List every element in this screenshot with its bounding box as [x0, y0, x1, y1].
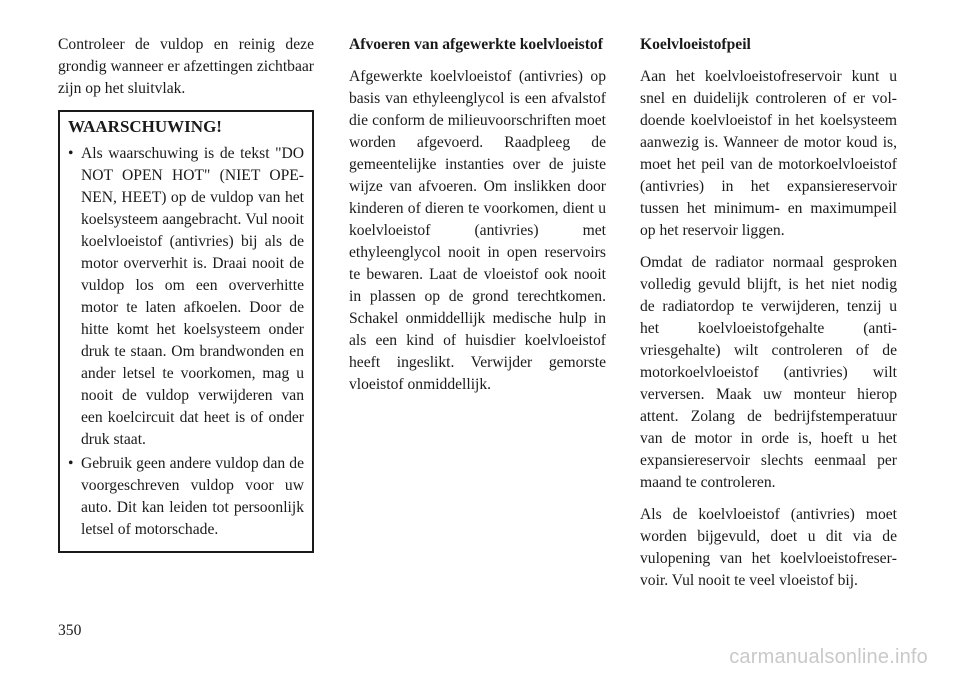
page-number: 350 [58, 622, 82, 639]
coolant-paragraph: Omdat de radiator normaal gesproken volledig gevuld blijft, is het niet nodig de radiatordop te verwijderen, tenzij u het koelvloeistofgehalte (antivriesgehalte) wilt controleren of de motorkoelvloeistof (antivries) wilt verversen. Maak uw monteur hierop attent. Zolang de bedrijfstemperatuur van de motor in orde is, hoeft u het expansiereservoir slechts eenmaal per maand te controleren. [640, 254, 897, 491]
coolant-paragraph: Als de koelvloeistof (antivries) moet worden bijgevuld, doet u dit via de vulopening van het koelvloeistofreservoir. Vul nooit te veel vloeistof bij. [640, 506, 897, 589]
watermark: carmanualsonline.info [729, 646, 928, 668]
intro-paragraph: Controleer de vuldop en reinig deze grondig wanneer er afzettingen zichtbaar zijn op het sluitvlak. [58, 36, 314, 97]
warning-item-text: Gebruik geen andere vuldop dan de voorgeschreven vuldop voor uw auto. Dit kan leiden tot persoonlijk letsel of motorschade. [81, 455, 304, 538]
section-heading-coolant-level: Koelvloeistofpeil [640, 36, 751, 53]
section-heading-disposal: Afvoeren van afgewerkte koelvloeistof [349, 36, 603, 53]
disposal-paragraph: Afgewerkte koelvloeistof (antivries) op basis van ethyleenglycol is een afvalstof die conform de milieuvoorschriften moet worden afgevoerd. Raadpleeg de gemeentelijke instanties over de juiste wijze van afvoeren. Om inslikken door kinderen of dieren te voorkomen, dient u koelvloeistof (antivries) met ethyleenglycol nooit in open reservoirs te bewaren. Laat de vloeistof ook nooit in plassen op de grond terechtkomen. Schakel onmiddellijk medische hulp in als een kind of huisdier koelvloeistof heeft ingeslikt. Verwijder gemorste vloeistof onmiddellijk. [349, 68, 606, 393]
column-middle [349, 34, 606, 396]
bullet-icon: • [68, 455, 74, 472]
warning-item [68, 143, 304, 451]
warning-title: WAARSCHUWING! [68, 117, 222, 136]
column-left [58, 34, 314, 553]
warning-item [68, 453, 304, 541]
column-right [640, 34, 897, 592]
bullet-icon: • [68, 145, 74, 162]
coolant-paragraph: Aan het koelvloeistofreservoir kunt u snel en duidelijk controleren of er voldoende koelvloeistof in het koelsysteem aanwezig is. Wanneer de motor koud is, moet het peil van de motorkoelvloeistof (antivries) in het expansiereservoir tussen het minimum- en maximumpeil op het reservoir liggen. [640, 68, 897, 239]
warning-item-text: Als waarschuwing is de tekst "DO NOT OPEN HOT" (NIET OPENEN, HEET) op de vuldop van het koelsysteem aangebracht. Vul nooit koelvloeistof (antivries) bij als de motor oververhit is. Draai nooit de vuldop los om een oververhitte motor te laten afkoelen. Door de hitte komt het koelsysteem onder druk te staan. Om brandwonden en ander letsel te voorkomen, mag u nooit de vuldop verwijderen van een koelcircuit dat heet is of onder druk staat. [81, 145, 304, 448]
warning-list [68, 143, 304, 541]
warning-box [58, 110, 314, 553]
